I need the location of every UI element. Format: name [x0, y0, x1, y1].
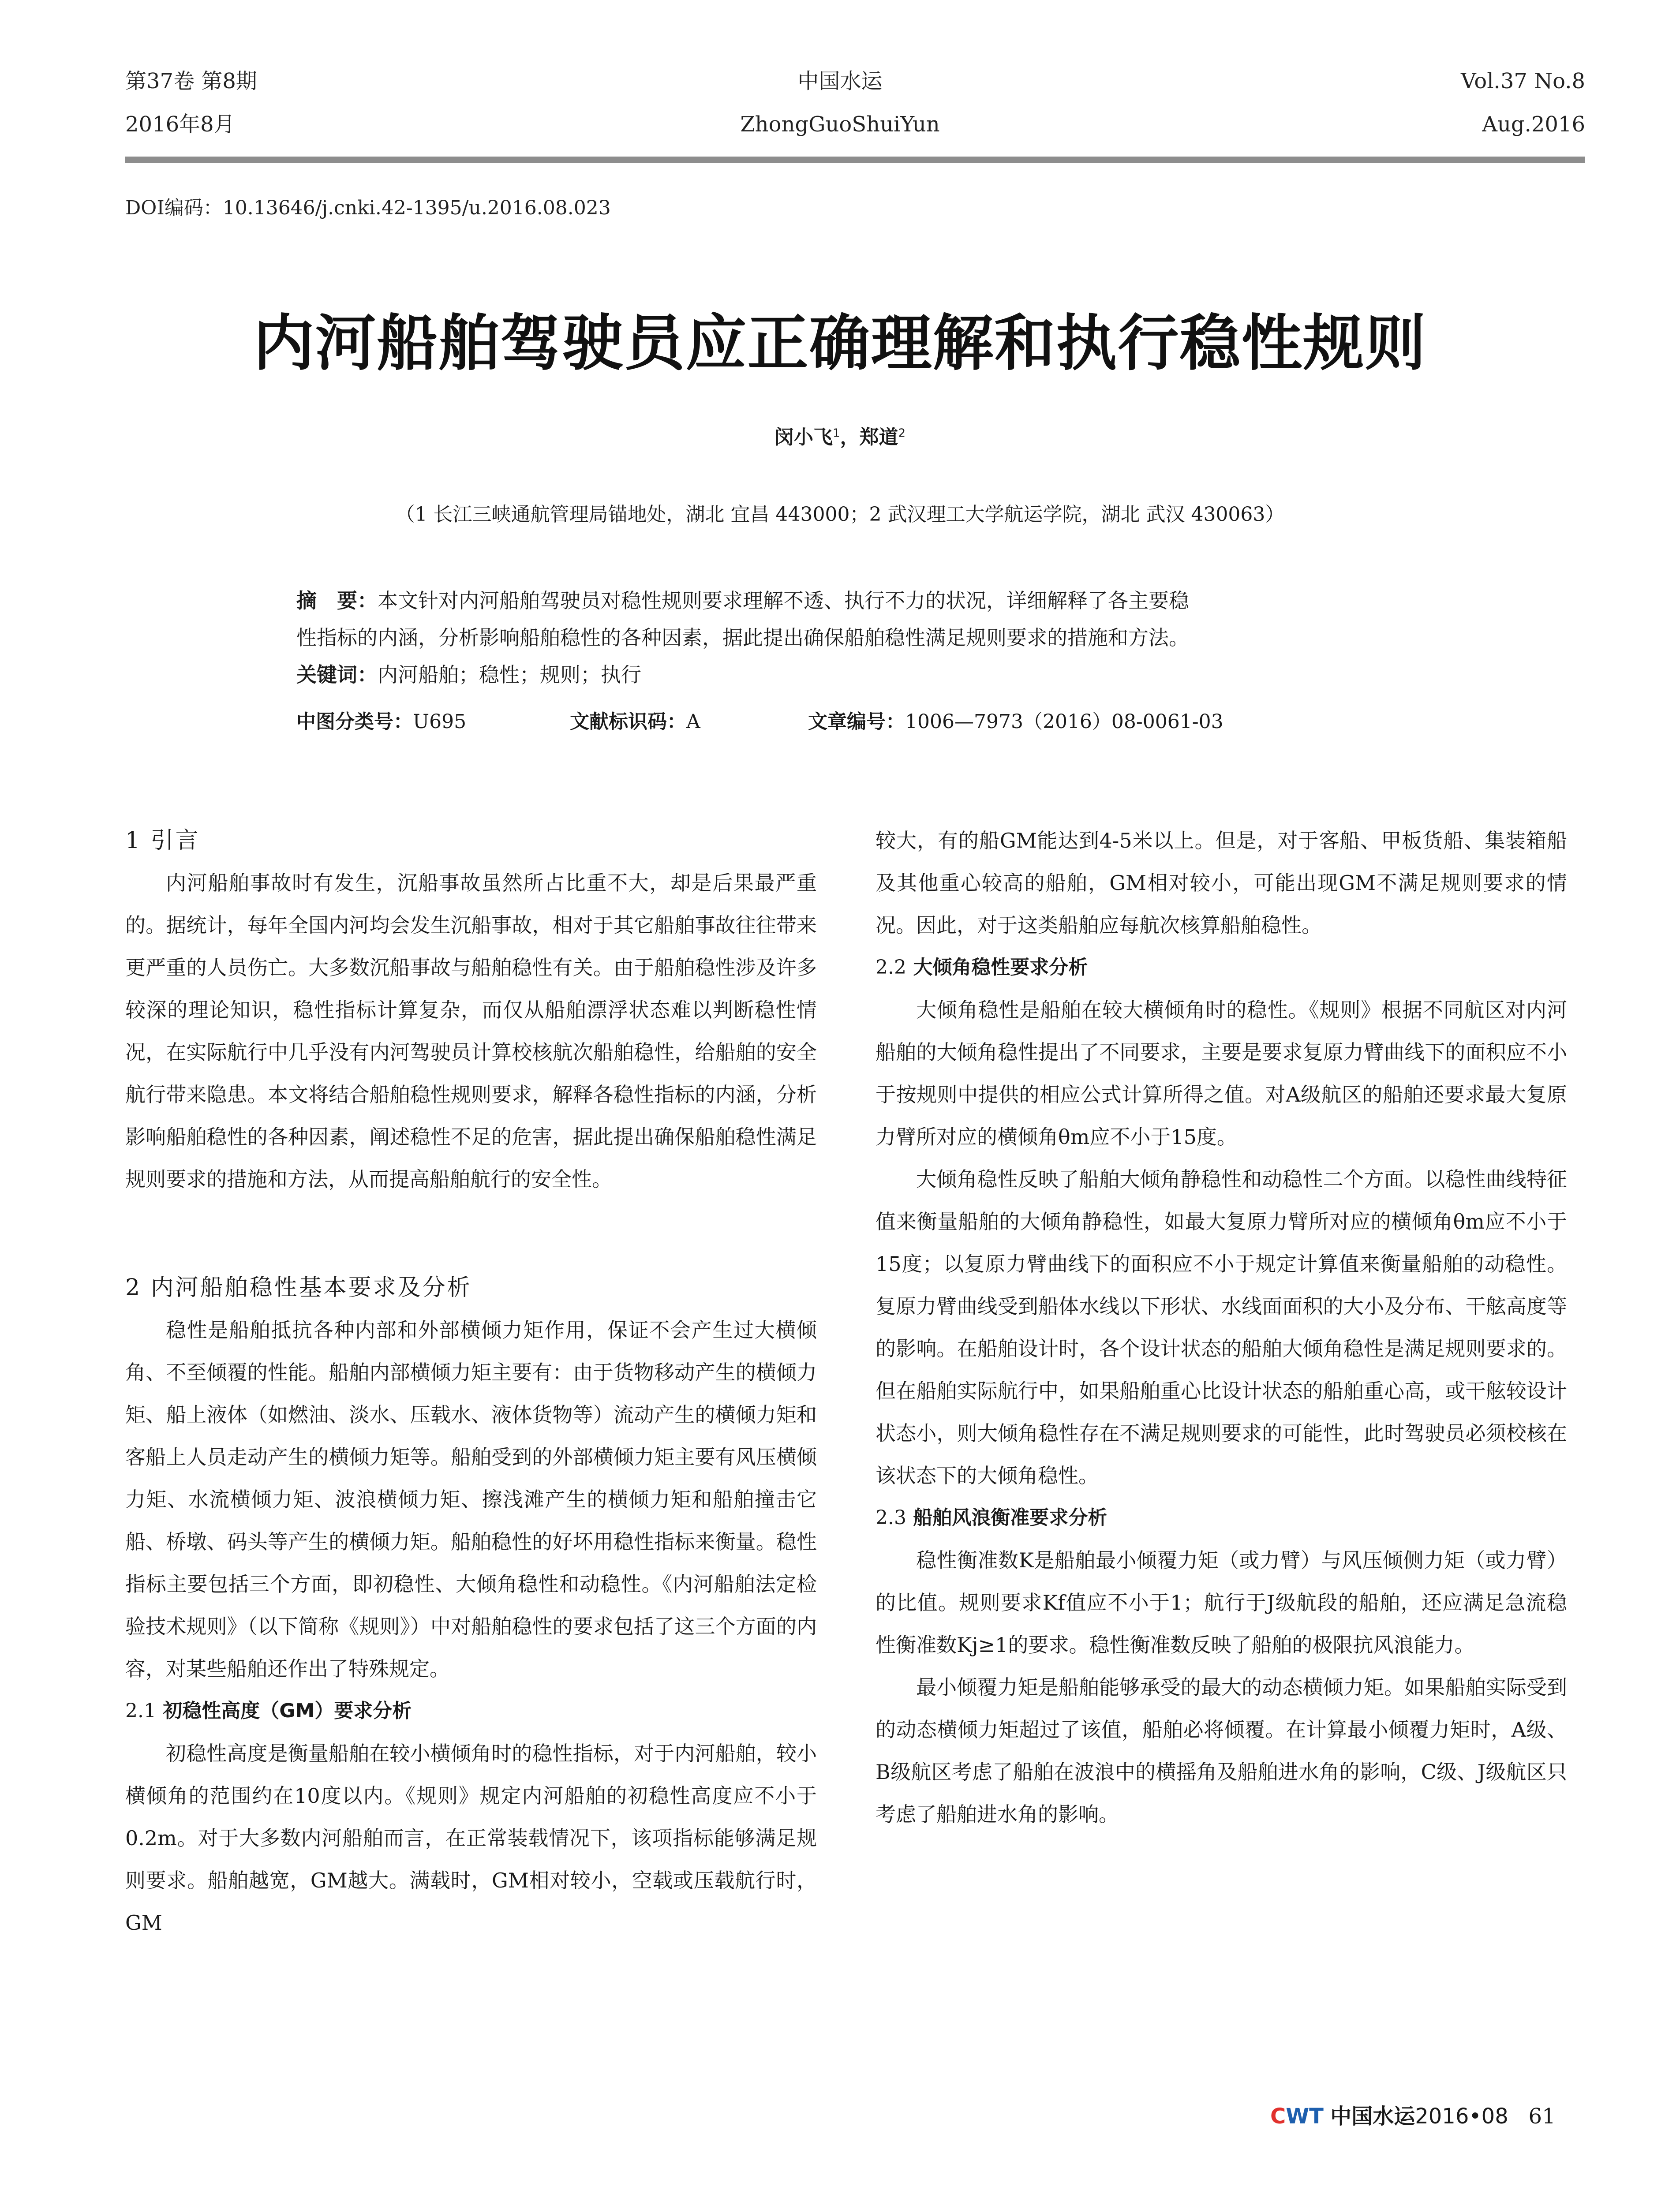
header-journal-pinyin: ZhongGuoShuiYun — [740, 112, 940, 137]
cwt-logo-wt: WT — [1286, 2104, 1324, 2129]
header-volume-issue: 第37卷 第8期 — [125, 69, 257, 93]
classification-row — [296, 706, 1443, 743]
section-2-1-paragraph: 初稳性高度是衡量船舶在较小横倾角时的稳性指标，对于内河船舶，较小横倾角的范围约在10度以内。《规则》规定内河船舶的初稳性高度应不小于0.2m。对于大多数内河船舶而言，在正常装载情况下，该项指标能够满足规则要求。船舶越宽，GM越大。满载时，GM相对较小，空载或压载航行时，GM — [125, 1742, 817, 1935]
right-column — [876, 819, 1567, 1835]
author-1: 闵小飞 — [774, 426, 833, 448]
abstract — [296, 582, 1412, 693]
section-2-3-paragraph-1: 稳性衡准数K是船舶最小倾覆力矩（或力臂）与风压倾侧力矩（或力臂）的比值。规则要求Kf值应不小于1；航行于J级航段的船舶，还应满足急流稳性衡准数Kj≥1的要求。稳性衡准数反映了船舶的极限抗风浪能力。 — [876, 1548, 1567, 1657]
section-1-paragraph: 内河船舶事故时有发生，沉船事故虽然所占比重不大，却是后果最严重的。据统计，每年全国内河均会发生沉船事故，相对于其它船舶事故往往带来更严重的人员伤亡。大多数沉船事故与船舶稳性有关。由于船舶稳性涉及许多较深的理论知识，稳性指标计算复杂，而仅从船舶漂浮状态难以判断稳性情况，在实际航行中几乎没有内河驾驶员计算校核航次船舶稳性，给船舶的安全航行带来隐患。本文将结合船舶稳性规则要求，解释各稳性指标的内涵，分析影响船舶稳性的各种因素，阐述稳性不足的危害，据此提出确保船舶稳性满足规则要求的措施和方法，从而提高船舶航行的安全性。 — [125, 871, 817, 1191]
section-2-heading: 2 内河船舶稳性基本要求及分析 — [125, 1274, 472, 1301]
section-2-3-title: 船舶风浪衡准要求分析 — [913, 1506, 1108, 1529]
section-2-1-title: 初稳性高度（GM）要求分析 — [163, 1700, 412, 1722]
doc-code: A — [686, 710, 700, 733]
clc-label: 中图分类号： — [296, 710, 413, 733]
abstract-line-1: 本文针对内河船舶驾驶员对稳性规则要求理解不透、执行不力的状况，详细解释了各主要稳 — [378, 589, 1189, 613]
page-number: 61 — [1528, 2104, 1556, 2129]
abstract-line-2: 性指标的内涵，分析影响船舶稳性的各种因素，据此提出确保船舶稳性满足规则要求的措施和方法。 — [296, 626, 1189, 650]
keywords: 内河船舶；稳性；规则；执行 — [378, 663, 641, 687]
abstract-label: 摘 要： — [296, 589, 378, 613]
footer-journal-name: 中国水运 — [1330, 2104, 1415, 2129]
header-date: 2016年8月 — [125, 112, 235, 137]
doi-line: DOI编码：10.13646/j.cnki.42-1395/u.2016.08.023 — [125, 197, 611, 219]
author-2: 郑道 — [859, 426, 898, 448]
header-journal-cn: 中国水运 — [797, 69, 883, 93]
section-2-2-number: 2.2 — [876, 956, 906, 979]
page-footer — [1270, 2099, 1556, 2130]
section-2-3-number: 2.3 — [876, 1506, 906, 1529]
paper-title: 内河船舶驾驶员应正确理解和执行稳性规则 — [253, 308, 1427, 379]
author-1-affil: 1 — [832, 426, 840, 440]
section-2-2-paragraph-2: 大倾角稳性反映了船舶大倾角静稳性和动稳性二个方面。以稳性曲线特征值来衡量船舶的大倾角静稳性，如最大复原力臂所对应的横倾角θm应不小于15度；以复原力臂曲线下的面积应不小于规定计算值来衡量船舶的动稳性。复原力臂曲线受到船体水线以下形状、水线面面积的大小及分布、干舷高度等的影响。在船舶设计时，各个设计状态的船舶大倾角稳性是满足规则要求的。但在船舶实际航行中，如果船舶重心比设计状态的船舶重心高，或干舷较设计状态小，则大倾角稳性存在不满足规则要求的可能性，此时驾驶员必须校核在该状态下的大倾角稳性。 — [876, 1167, 1567, 1487]
header-volume-en: Vol.37 No.8 — [1461, 69, 1585, 93]
affiliation: （1 长江三峡通航管理局锚地处，湖北 宜昌 443000；2 武汉理工大学航运学院，湖北 武汉 430063） — [395, 503, 1285, 526]
footer-date: 2016•08 — [1415, 2104, 1508, 2129]
section-2-1-paragraph-continued: 较大，有的船GM能达到4-5米以上。但是，对于客船、甲板货船、集装箱船及其他重心较高的船舶，GM相对较小，可能出现GM不满足规则要求的情况。因此，对于这类船舶应每航次核算船舶稳性。 — [876, 829, 1567, 937]
section-2-3-heading — [876, 1497, 1567, 1539]
header-rule — [125, 157, 1585, 163]
article-no-label: 文章编号： — [808, 710, 905, 733]
section-1-heading: 1 引言 — [125, 827, 200, 854]
cwt-logo-c: C — [1270, 2104, 1286, 2129]
keywords-label: 关键词： — [296, 663, 378, 687]
section-2-2-title: 大倾角稳性要求分析 — [913, 956, 1088, 979]
author-separator: ， — [840, 426, 860, 448]
section-2-1-heading — [125, 1690, 817, 1732]
article-no: 1006—7973（2016）08-0061-03 — [905, 710, 1224, 733]
clc-code: U695 — [413, 710, 467, 733]
section-2-paragraph: 稳性是船舶抵抗各种内部和外部横倾力矩作用，保证不会产生过大横倾角、不至倾覆的性能。船舶内部横倾力矩主要有：由于货物移动产生的横倾力矩、船上液体（如燃油、淡水、压载水、液体货物等）流动产生的横倾力矩和客船上人员走动产生的横倾力矩等。船舶受到的外部横倾力矩主要有风压横倾力矩、水流横倾力矩、波浪横倾力矩、擦浅滩产生的横倾力矩和船舶撞击它船、桥墩、码头等产生的横倾力矩。船舶稳性的好坏用稳性指标来衡量。稳性指标主要包括三个方面，即初稳性、大倾角稳性和动稳性。《内河船舶法定检验技术规则》（以下简称《规则》）中对船舶稳性的要求包括了这三个方面的内容，对某些船舶还作出了特殊规定。 — [125, 1318, 817, 1681]
doc-code-label: 文献标识码： — [570, 710, 686, 733]
author-2-affil: 2 — [898, 426, 906, 440]
section-2-2-heading — [876, 946, 1567, 989]
section-2-1-number: 2.1 — [125, 1700, 156, 1722]
left-column — [125, 819, 817, 1944]
section-2-2-paragraph-1: 大倾角稳性是船舶在较大横倾角时的稳性。《规则》根据不同航区对内河船舶的大倾角稳性提出了不同要求，主要是要求复原力臂曲线下的面积应不小于按规则中提供的相应公式计算所得之值。对A级航区的船舶还要求最大复原力臂所对应的横倾角θm应不小于15度。 — [876, 998, 1567, 1149]
header-date-en: Aug.2016 — [1482, 112, 1585, 137]
author-line — [0, 421, 1680, 449]
section-2-3-paragraph-2: 最小倾覆力矩是船舶能够承受的最大的动态横倾力矩。如果船舶实际受到的动态横倾力矩超过了该值，船舶必将倾覆。在计算最小倾覆力矩时，A级、B级航区考虑了船舶在波浪中的横摇角及船舶进水角的影响，C级、J级航区只考虑了船舶进水角的影响。 — [876, 1675, 1567, 1826]
